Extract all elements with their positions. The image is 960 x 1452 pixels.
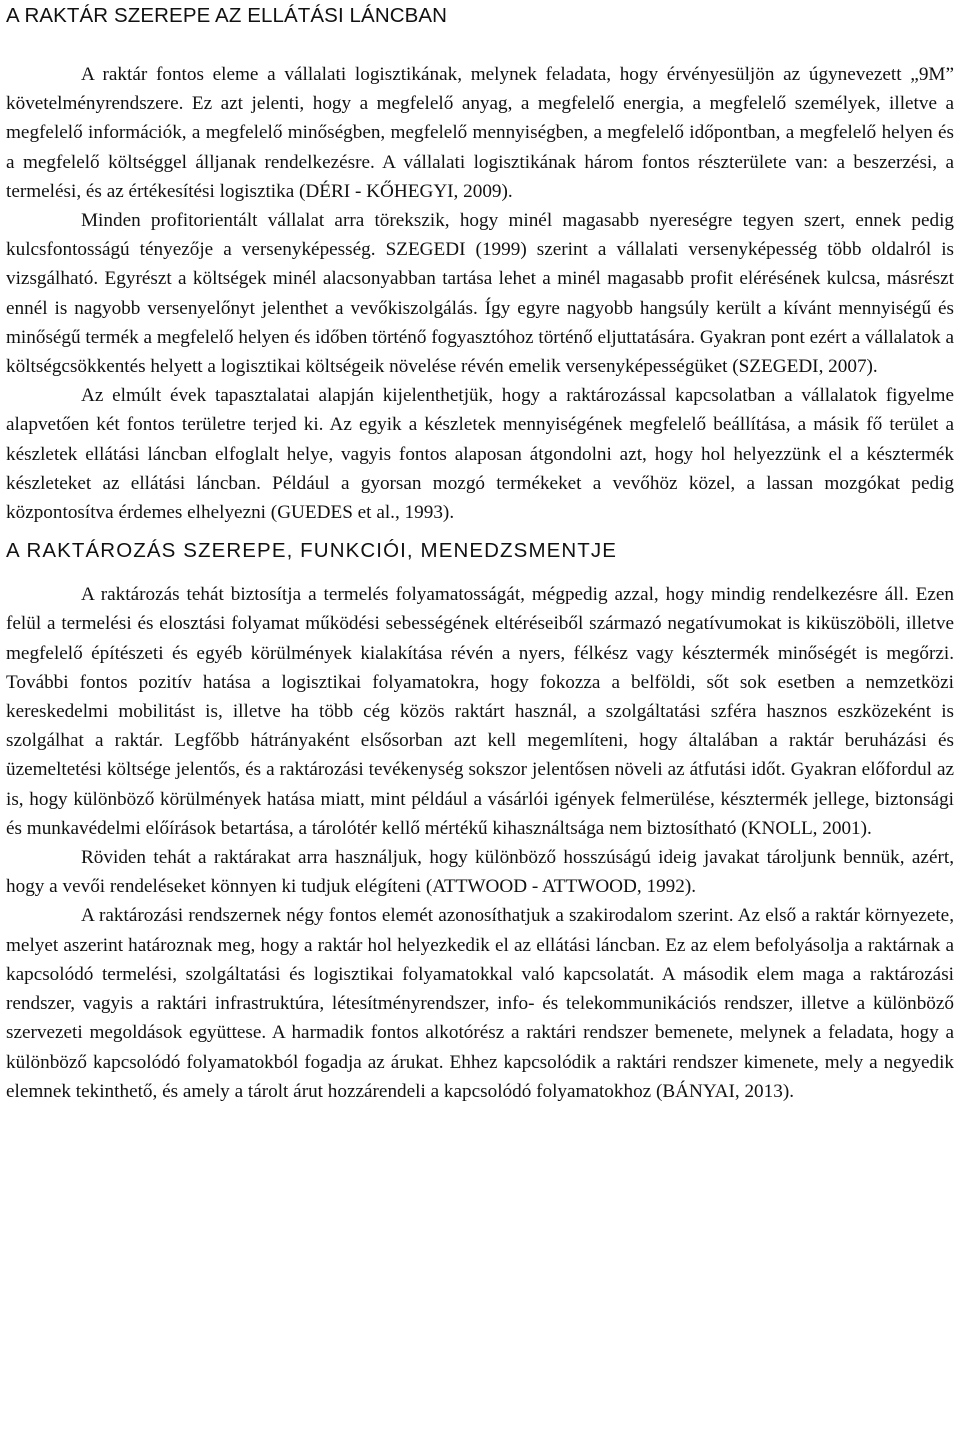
section-heading: A RAKTÁR SZEREPE AZ ELLÁTÁSI LÁNCBAN — [6, 4, 448, 27]
document-page — [6, 0, 954, 1106]
paragraph: A raktározás tehát biztosítja a termelés folyamatosságát, mégpedig azzal, hogy mindig rendelkezésre áll. Ezen felül a termelési és elosztási folyamat működési sebességének eltéréseiből származó negatívumokat is kiküszöböli, illetve megfelelő építészeti és egyéb körülmények kialakítása révén a nyers, félkész vagy késztermék minőségét is megőrzi. További fontos pozitív hatása a logisztikai folyamatokra, hogy fokozza a belföldi, sőt sok esetben a nemzetközi kereskedelmi mobilitást is, illetve ha több cég közös raktárt használ, a szolgáltatási szféra hasznos eszközeként is szolgálhat a raktár. Legfőbb hátrányaként elsősorban azt kell megemlíteni, hogy általában a raktár beruházási és üzemeltetési költsége jelentős, és a raktározási tevékenység sokszor jelentősen növeli az átfutási időt. Gyakran előfordul az is, hogy különböző körülmények hatása miatt, mint például a vásárlói igények felmerülése, késztermék jellege, biztonsági és munkavédelmi előírások betartása, a tárolótér kellő mértékű kihasználtsága nem biztosítható (KNOLL, 2001). — [6, 584, 954, 839]
paragraph: Az elmúlt évek tapasztalatai alapján kijelenthetjük, hogy a raktározással kapcsolatban a vállalatok figyelme alapvetően két fontos területre terjed ki. Az egyik a készletek mennyiségének megfelelő beállítása, a másik fő terület a készletek ellátási láncban elfoglalt helye, vagyis fontos alaposan átgondolni azt, hogy hol helyezzünk el a késztermék készleteket az ellátási láncban. Például a gyorsan mozgó termékeket a vevőhöz közel, a lassan mozgókat pedig központosítva érdemes elhelyezni (GUEDES et al., 1993). — [6, 385, 954, 524]
paragraph: Minden profitorientált vállalat arra törekszik, hogy minél magasabb nyereségre tegyen szert, ennek pedig kulcsfontosságú tényezője a versenyképesség. SZEGEDI (1999) szerint a vállalati versenyképesség több oldalról is vizsgálható. Egyrészt a költségek minél alacsonyabban tartása lehet a minél magasabb profit elérésének kulcsa, másrészt ennél is nagyobb versenyelőnyt jelenthet a vevőkiszolgálás. Így egyre nagyobb hangsúly került a kívánt mennyiségű és minőségű termék a megfelelő helyen és időben történő fogyasztóhoz történő eljuttatására. Gyakran pont ezért a vállalatok a költségcsökkentés helyett a logisztikai költségeik növelése révén emelik versenyképességüket (SZEGEDI, 2007). — [6, 210, 954, 378]
section-body — [6, 60, 954, 527]
paragraph: A raktár fontos eleme a vállalati logisztikának, melynek feladata, hogy érvényesüljön az úgynevezett „9M” követelményrendszere. Ez azt jelenti, hogy a megfelelő anyag, a megfelelő energia, a megfelelő személyek, illetve a megfelelő információk, a megfelelő minőségben, megfelelő mennyiségben, a megfelelő időpontban, a megfelelő helyen és a megfelelő költséggel álljanak rendelkezésre. A vállalati logisztikának három fontos részterülete van: a beszerzési, a termelési, és az értékesítési logisztika (DÉRI - KŐHEGYI, 2009). — [6, 64, 954, 202]
paragraph: Röviden tehát a raktárakat arra használjuk, hogy különböző hosszúságú ideig javakat tároljunk bennük, azért, hogy a vevői rendeléseket könnyen ki tudjuk elégíteni (ATTWOOD - ATTWOOD, 1992). — [6, 847, 954, 898]
section-heading: A RAKTÁROZÁS SZEREPE, FUNKCIÓI, MENEDZSMENTJE — [6, 539, 618, 563]
paragraph: A raktározási rendszernek négy fontos elemét azonosíthatjuk a szakirodalom szerint. Az első a raktár környezete, melyet aszerint határoznak meg, hogy a raktár hol helyezkedik el az ellátási láncban. Ez az elem befolyásolja a raktárnak a kapcsolódó termelési, szolgáltatási és logisztikai folyamatokkal való kapcsolatát. A második elem maga a raktározási rendszer, vagyis a raktári infrastruktúra, létesítményrendszer, info- és telekommunikációs rendszer, illetve a különböző szervezeti megoldások együttese. A harmadik fontos alkotórész a raktári rendszer bemenete, melynek a feladata, hogy a különböző kapcsolódó folyamatokból fogadja az árukat. Ehhez kapcsolódik a raktári rendszer kimenete, mely a negyedik elemnek tekinthető, és amely a tárolt árut hozzárendeli a kapcsolódó folyamatokhoz (BÁNYAI, 2013). — [6, 905, 954, 1102]
section-body — [6, 580, 954, 1106]
